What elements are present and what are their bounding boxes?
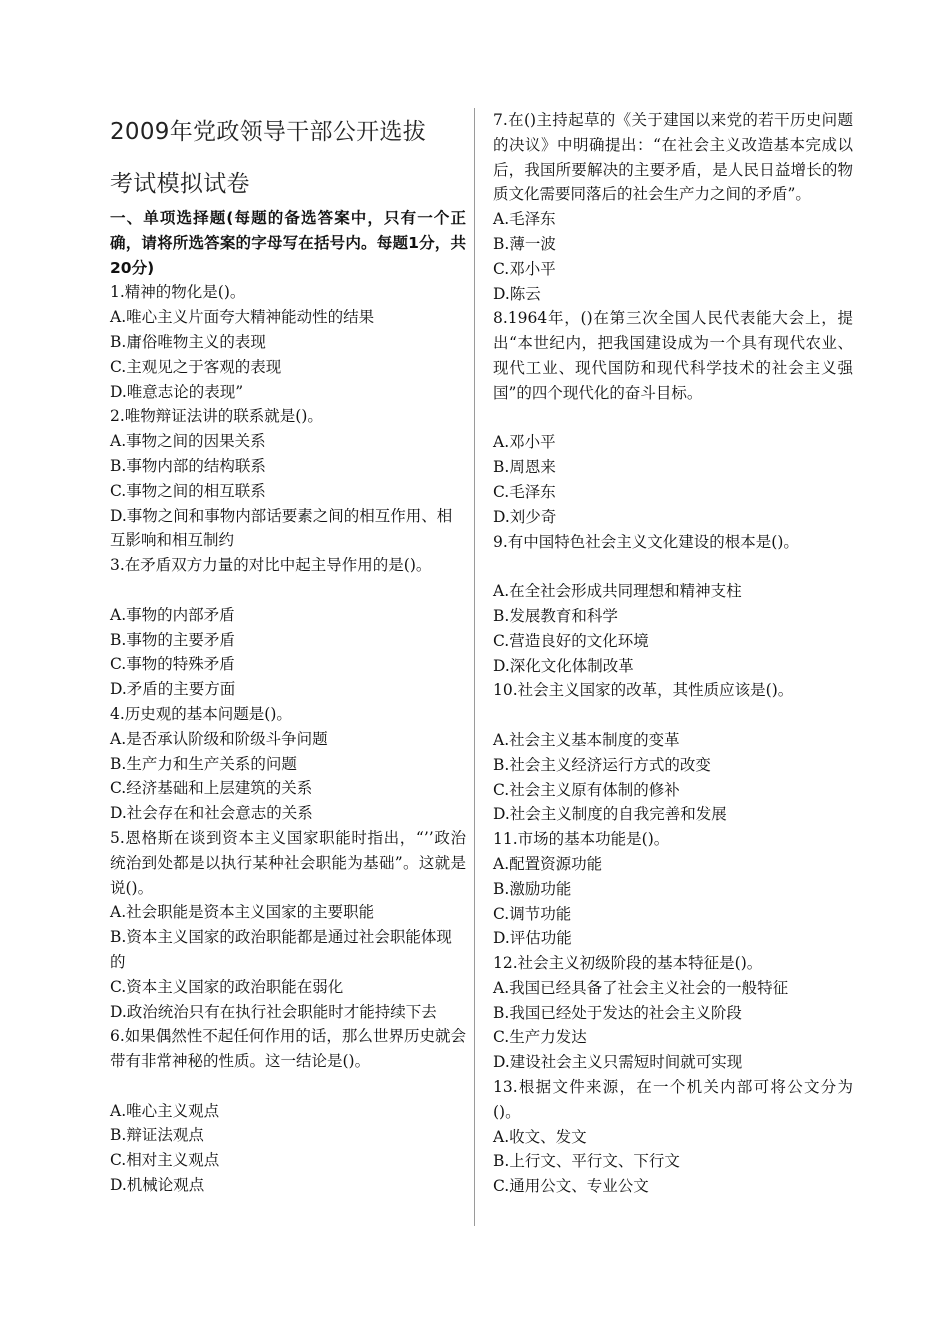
answer-option: A.社会职能是资本主义国家的主要职能 (110, 903, 375, 922)
blank-line (493, 554, 853, 579)
answer-option: A.在全社会形成共同理想和精神支柱 (493, 582, 742, 601)
answer-option: C.事物之间的相互联系 (110, 481, 266, 500)
answer-option: D.深化文化体制改革 (493, 656, 634, 675)
question-block (110, 1024, 466, 1198)
question-text: 1.精神的物化是()。 (110, 283, 246, 302)
answer-option: D.唯意志论的表现” (110, 382, 244, 401)
question-list-left (110, 280, 466, 1197)
answer-option: B.庸俗唯物主义的表现 (110, 332, 266, 351)
question-block (110, 404, 466, 553)
answer-option: B.薄一波 (493, 234, 556, 253)
question-block (110, 280, 466, 404)
answer-option: C.资本主义国家的政治职能在弱化 (110, 977, 344, 996)
answer-option: B.事物内部的结构联系 (110, 456, 266, 475)
answer-option: A.毛泽东 (493, 210, 556, 229)
question-block (493, 306, 853, 529)
question-text: 8.1964年，()在第三次全国人民代表能大会上，提出“本世纪内，把我国建设成为一个具有现代农业、现代工业、现代国防和现代科学技术的社会主义强国”的四个现代化的奋斗目标。 (493, 309, 853, 402)
question-text: 12.社会主义初级阶段的基本特征是()。 (493, 954, 763, 973)
answer-option: B.激励功能 (493, 879, 572, 898)
right-column (493, 108, 853, 1199)
answer-option: A.我国已经具备了社会主义社会的一般特征 (493, 978, 789, 997)
question-text: 7.在()主持起草的《关于建国以来党的若干历史问题的决议》中明确提出：“在社会主义改造基本完成以后，我国所要解决的主要矛盾，是人民日益增长的物质文化需要同落后的社会生产力之间的矛盾”。 (493, 111, 853, 204)
answer-option: B.生产力和生产关系的问题 (110, 754, 297, 773)
answer-option: C.经济基础和上层建筑的关系 (110, 779, 313, 798)
question-text: 13.根据文件来源，在一个机关内部可将公文分为()。 (493, 1078, 853, 1121)
answer-option: A.唯心主义观点 (110, 1101, 220, 1120)
answer-option: C.毛泽东 (493, 482, 556, 501)
document-title-line2: 考试模拟试卷 (110, 171, 250, 197)
answer-option: A.事物的内部矛盾 (110, 605, 235, 624)
answer-option: C.营造良好的文化环境 (493, 631, 649, 650)
question-block (493, 827, 853, 951)
left-column (110, 108, 466, 1198)
answer-option: B.资本主义国家的政治职能都是通过社会职能体现的 (110, 928, 452, 971)
answer-option: D.建设社会主义只需短时间就可实现 (493, 1053, 743, 1072)
answer-option: B.我国已经处于发达的社会主义阶段 (493, 1003, 742, 1022)
answer-option: A.配置资源功能 (493, 854, 603, 873)
answer-option: C.通用公文、专业公文 (493, 1177, 649, 1196)
question-text: 5.恩格斯在谈到资本主义国家职能时指出，“’’政治统治到处都是以执行某种社会职能为基础”。这就是说()。 (110, 828, 466, 897)
answer-option: C.生产力发达 (493, 1028, 587, 1047)
blank-line (110, 578, 466, 603)
question-text: 3.在矛盾双方力量的对比中起主导作用的是()。 (110, 556, 432, 575)
answer-option: B.辩证法观点 (110, 1126, 204, 1145)
answer-option: D.矛盾的主要方面 (110, 680, 236, 699)
question-block (493, 951, 853, 1075)
blank-line (110, 1074, 466, 1099)
question-block (110, 826, 466, 1024)
column-divider (474, 108, 475, 1226)
question-text: 6.如果偶然性不起任何作用的话，那么世界历史就会带有非常神秘的性质。这一结论是()。 (110, 1027, 466, 1071)
answer-option: B.发展教育和科学 (493, 606, 618, 625)
answer-option: C.邓小平 (493, 259, 556, 278)
answer-option: C.调节功能 (493, 904, 572, 923)
answer-option: D.事物之间和事物内部话要素之间的相互作用、相互影响和相互制约 (110, 506, 453, 550)
question-text: 11.市场的基本功能是()。 (493, 830, 670, 849)
answer-option: D.机械论观点 (110, 1176, 205, 1195)
answer-option: C.事物的特殊矛盾 (110, 655, 235, 674)
answer-option: A.邓小平 (493, 433, 556, 452)
answer-option: A.社会主义基本制度的变革 (493, 730, 680, 749)
answer-option: D.陈云 (493, 284, 541, 303)
answer-option: A.是否承认阶级和阶级斗争问题 (110, 729, 328, 748)
question-block (493, 1075, 853, 1199)
blank-line (493, 703, 853, 728)
question-text: 4.历史观的基本问题是()。 (110, 704, 292, 723)
answer-option: A.唯心主义片面夸大精神能动性的结果 (110, 308, 375, 327)
section-heading: 一、单项选择题(每题的备选答案中，只有一个正确，请将所选答案的字母写在括号内。每题1分，共20分) (110, 209, 466, 277)
question-block (493, 108, 853, 306)
answer-option: B.事物的主要矛盾 (110, 630, 235, 649)
document-title-line1: 2009年党政领导干部公开选拔 (110, 119, 427, 145)
blank-line (493, 406, 853, 431)
question-block (493, 678, 853, 827)
answer-option: B.上行文、平行文、下行文 (493, 1152, 680, 1171)
answer-option: A.事物之间的因果关系 (110, 432, 266, 451)
question-text: 10.社会主义国家的改革，其性质应该是()。 (493, 681, 794, 700)
answer-option: A.收文、发文 (493, 1127, 587, 1146)
question-block (110, 553, 466, 702)
question-block (493, 530, 853, 679)
answer-option: C.主观见之于客观的表现 (110, 357, 282, 376)
answer-option: C.社会主义原有体制的修补 (493, 780, 680, 799)
answer-option: C.相对主义观点 (110, 1151, 220, 1170)
question-block (110, 702, 466, 826)
answer-option: D.评估功能 (493, 929, 572, 948)
answer-option: D.社会存在和社会意志的关系 (110, 804, 313, 823)
question-text: 2.唯物辩证法讲的联系就是()。 (110, 407, 323, 426)
question-list-right (493, 108, 853, 1199)
answer-option: D.刘少奇 (493, 507, 557, 526)
question-text: 9.有中国特色社会主义文化建设的根本是()。 (493, 532, 799, 551)
answer-option: B.周恩来 (493, 458, 556, 477)
answer-option: D.社会主义制度的自我完善和发展 (493, 805, 727, 824)
answer-option: B.社会主义经济运行方式的改变 (493, 755, 711, 774)
answer-option: D.政治统治只有在执行社会职能时才能持续下去 (110, 1002, 437, 1021)
